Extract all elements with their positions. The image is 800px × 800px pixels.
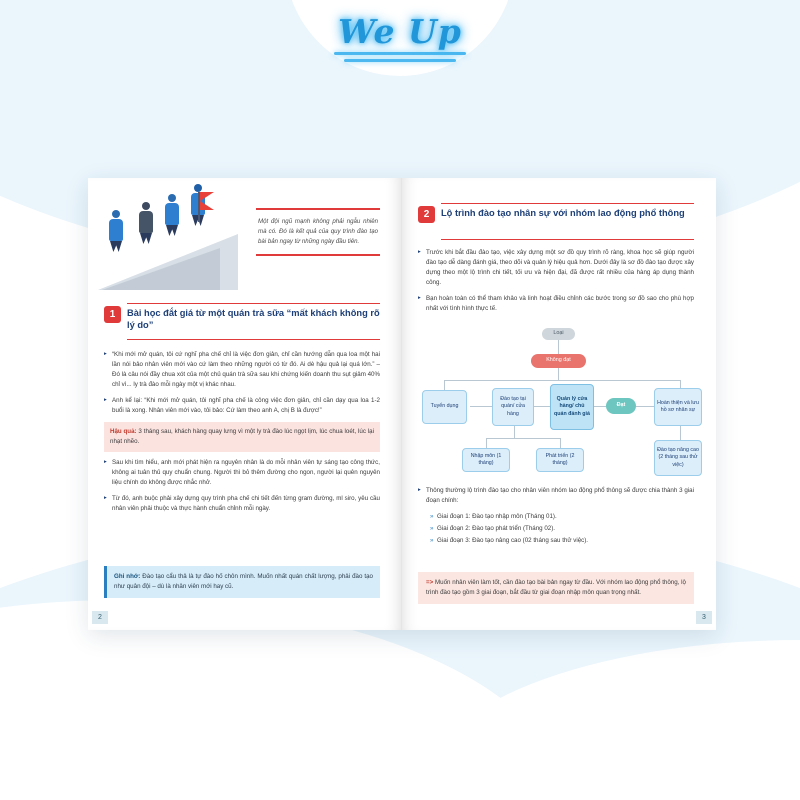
connector-main-horizontal <box>444 380 680 381</box>
connector-dat-hoanthien <box>636 406 654 407</box>
left-page-number: 2 <box>92 611 108 624</box>
right-paragraph-1: ▸ Trước khi bắt đầu đào tạo, việc xây dựng một sơ đồ quy trình rõ ràng, khoa học sẽ giúp người đào tạo dễ dàng đánh giá, theo dõi và quản lý hiệu quả hơn. Dưới đây là sơ đồ đào tạo được xây dựng theo một lộ trình chi tiết, tối ưu và hiện đại, đã được rất nhiều của hàng áp dụng thành công. <box>418 248 694 288</box>
figure-person-2 <box>138 202 154 244</box>
summary-callout-lead: => <box>426 578 434 586</box>
left-chapter-rule-top <box>127 303 380 304</box>
consequence-highlight <box>104 422 380 452</box>
left-chapter-heading <box>104 306 380 332</box>
logo-underline-2 <box>344 59 456 62</box>
left-chapter-rule-bottom <box>127 339 380 340</box>
remember-note-text: Đào tạo cẩu thả là tự đào hố chôn mình. Muốn nhất quán chất lượng, phải đào tạo như quân đội – dù là nhân viên mới hay cũ. <box>114 573 373 591</box>
right-page-number: 3 <box>696 611 712 624</box>
node-loai: Loại <box>542 328 575 340</box>
stage-item-3: » Giai đoạn 3: Đào tạo nâng cao (02 tháng sau thử việc). <box>430 536 694 546</box>
right-body-text <box>418 248 694 320</box>
right-stages-block <box>418 486 694 551</box>
brand-logo-text: We Up <box>338 12 462 51</box>
opening-quote: Một đội ngũ mạnh không phải ngẫu nhiên mà có. Đó là kết quả của quy trình đào tạo bài bản ngay từ những ngày đầu tiên. <box>256 208 380 256</box>
connector-tuyendung-daotao <box>470 406 492 407</box>
right-chapter-rule-top <box>441 203 694 204</box>
logo-underline-1 <box>334 52 466 55</box>
right-paragraph-2: ▸ Bạn hoàn toàn có thể tham khảo và linh hoạt điều chỉnh các bước trong sơ đồ sao cho phù hợp nhất với tình hình thực tế. <box>418 294 694 314</box>
connector-to-phattrien <box>560 438 561 448</box>
summary-callout <box>418 572 694 604</box>
connector-daotao-down <box>514 426 515 438</box>
right-chapter-rule-bottom <box>441 239 694 240</box>
right-paragraph-3: ▸ Thông thường lộ trình đào tạo cho nhân viên nhóm lao động phổ thông sẽ được chia thành 3 giai đoạn chính: <box>418 486 694 506</box>
right-chapter-heading <box>418 206 694 223</box>
left-paragraph-4: ▸ Từ đó, anh buộc phải xây dựng quy trình pha chế chi tiết đến từng gram đường, ml siro, yêu cầu nhân viên phải thuộc và thực hành chuẩn chỉnh mỗi ngày. <box>104 494 380 514</box>
team-climbing-illustration <box>98 196 246 296</box>
flag-icon <box>200 192 214 210</box>
node-dao-tao-nang-cao: Đào tạo nâng cao (2 tháng sau thử việc) <box>654 440 702 476</box>
left-paragraph-1: ▸ “Khi mới mở quán, tôi cứ nghĩ pha chế chỉ là việc đơn giản, chỉ cần hướng dẫn qua loa một hai lần nói bảo nhân viên mới vào cứ làm theo những người có từ đó. Ai dè hậu quả lại quá lớn.” – Đó là câu nói đầy chua xót của một chủ quán trà sữa sau khi chứng kiến doanh thu sụt giảm 40% chỉ vì... ly trà đào mỗi ngày một vị khác nhau. <box>104 350 380 390</box>
node-dat: Đạt <box>606 398 636 414</box>
figure-person-3 <box>164 194 180 236</box>
training-flow-diagram <box>414 326 704 478</box>
consequence-label: Hậu quả: <box>110 428 137 436</box>
node-hoan-thien: Hoàn thiện và lưu hồ sơ nhân sự <box>654 388 702 426</box>
node-phat-trien: Phát triển (2 tháng) <box>536 448 584 472</box>
book-left-page <box>88 178 402 630</box>
left-paragraph-2: ▸ Anh kể lại: “Khi mới mở quán, tôi nghĩ pha chế là công việc đơn giản, chỉ cần dạy qua loa 1-2 buổi là xong. Nhân viên mới vào, tôi bảo: Cứ làm theo anh A, chị B là được!” <box>104 396 380 416</box>
brand-logo <box>334 12 466 62</box>
figure-person-1 <box>108 210 124 252</box>
connector-daotao-quanly <box>534 406 550 407</box>
node-nhap-mon: Nhập môn (1 tháng) <box>462 448 510 472</box>
connector-quanly-dat <box>594 406 606 407</box>
node-khong-dat: Không đạt <box>531 354 586 368</box>
right-chapter-number: 2 <box>418 206 435 223</box>
remember-note-label: Ghi nhớ: <box>114 573 141 581</box>
stage-item-2: » Giai đoạn 2: Đào tạo phát triển (Tháng 02). <box>430 524 694 534</box>
hill-shape-front <box>102 248 220 290</box>
connector-stage-bar <box>486 438 560 439</box>
consequence-text: 3 tháng sau, khách hàng quay lưng vì một ly trà đào lúc ngọt lịm, lúc chua loét, lúc lại nhạt nhẽo. <box>110 428 374 446</box>
connector-to-tuyendung <box>444 380 445 390</box>
connector-to-nhapmon <box>486 438 487 448</box>
stage-item-1: » Giai đoạn 1: Đào tạo nhập môn (Tháng 01). <box>430 512 694 522</box>
summary-callout-text: Muốn nhân viên làm tốt, cần đào tạo bài bản ngay từ đầu. Với nhóm lao động phổ thông, lộ trình đào tạo gồm 3 giai đoạn, bắt đầu từ giai đoạn nhập môn quan trọng nhất. <box>426 578 686 596</box>
node-tuyen-dung: Tuyển dụng <box>422 390 467 424</box>
node-dao-tao-tai-quan: Đào tạo tại quán/ cửa hàng <box>492 388 534 426</box>
left-body-text <box>104 350 380 520</box>
connector-hoanthien-nangcao <box>680 426 681 440</box>
connector-loai-khongdat <box>558 340 559 354</box>
connector-khongdat-down <box>558 368 559 380</box>
left-paragraph-3: ▸ Sau khi tìm hiểu, anh mới phát hiện ra nguyên nhân là do mỗi nhân viên tự sáng tạo công thức, không ai tuân thủ quy chuẩn chung. Người thì bỏ thêm đường cho ngon, người lại quên nguyên liệu chính do không được nhắc nhở. <box>104 458 380 488</box>
right-chapter-title: Lộ trình đào tạo nhân sự với nhóm lao động phổ thông <box>441 208 685 218</box>
open-book <box>88 178 716 630</box>
left-chapter-title: Bài học đắt giá từ một quán trà sữa “mất khách không rõ lý do” <box>127 308 380 331</box>
left-chapter-number: 1 <box>104 306 121 323</box>
book-right-page <box>402 178 716 630</box>
stage-list <box>430 512 694 546</box>
node-quan-ly-danh-gia: Quản lý cửa hàng/ chủ quán đánh giá <box>550 384 594 430</box>
remember-note-box <box>104 566 380 598</box>
